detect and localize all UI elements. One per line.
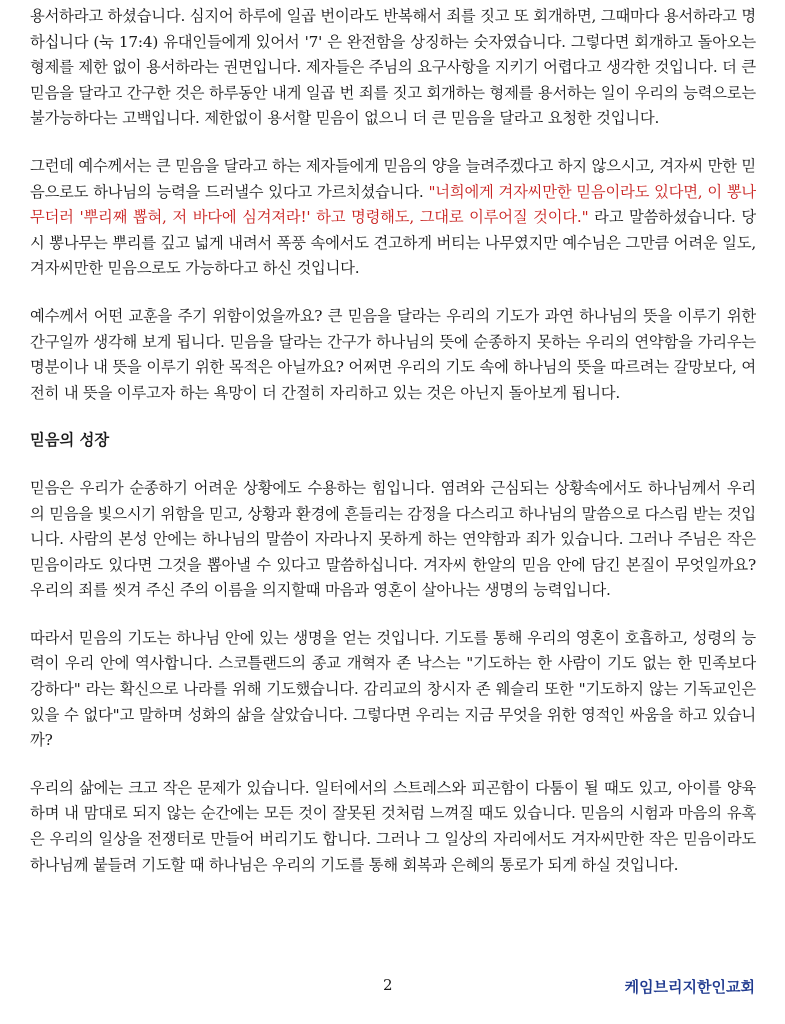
section-heading: 믿음의 성장 — [30, 431, 110, 450]
paragraph-text-before: 그런데 예수께서는 큰 믿음을 달라고 하는 제자들에게 믿음의 양을 늘려주겠다고 하지 않으시고, 겨자씨 만한 믿음으로도 하나님의 능력을 드러낼수 있다고 가르치셨습니다. — [30, 156, 756, 201]
paragraph-mustard-seed — [30, 154, 756, 282]
paragraph-lesson: 예수께서 어떤 교훈을 주기 위함이었을까요? 큰 믿음을 달라는 우리의 기도가 과연 하나님의 뜻을 이루기 위한 간구일까 생각해 보게 됩니다. 믿음을 달라는 간구가 하나님의 뜻에 순종하지 못하는 우리의 연약함을 가리우는 명분이나 내 뜻을 이루기 위한 목적은 아닐까요? 어쩌면 우리의 기도 속에 하나님의 뜻을 따르려는 갈망보다, 여전히 내 뜻을 이루고자 하는 욕망이 더 간절히 자리하고 있는 것은 아닌지 돌아보게 됩니다. — [30, 306, 756, 402]
paragraph-growth-1: 믿음은 우리가 순종하기 어려운 상황에도 수용하는 힘입니다. 염려와 근심되는 상황속에서도 하나님께서 우리의 믿음을 빛으시기 위함을 믿고, 상황과 환경에 흔들리는 감정을 다스리고 하나님의 말씀으로 다스림 받는 것입니다. 사람의 본성 안에는 하나님의 말씀이 자라나지 못하게 하는 연약함과 죄가 있습니다. 그러나 주님은 작은 믿음이라도 있다면 그것을 뽑아낼 수 있다고 말씀하십니다. 겨자씨 한알의 믿음 안에 담긴 본질이 무엇일까요? 우리의 죄를 씻겨 주신 주의 이름을 의지할때 마음과 영혼이 살아나는 생명의 능력입니다. — [30, 478, 756, 600]
page-number: 2 — [383, 976, 393, 994]
church-name: 케임브리지한인교회 — [624, 978, 755, 996]
paragraph-text-after: 라고 말씀하셨습니다. 당시 뽕나무는 뿌리를 깊고 넓게 내려서 폭풍 속에서도 견고하게 버티는 나무였지만 예수님은 그만큼 어려운 일도, 겨자씨만한 믿음으로도 가능하다고 하신 것입니다. — [30, 208, 756, 278]
paragraph-growth-3: 우리의 삶에는 크고 작은 문제가 있습니다. 일터에서의 스트레스와 피곤함이 다툼이 될 때도 있고, 아이를 양육하며 내 맘대로 되지 않는 순간에는 모든 것이 잘못된 것처럼 느껴질 때도 있습니다. 믿음의 시험과 마음의 유혹은 우리의 일상을 전쟁터로 만들어 버리기도 합니다. 그러나 그 일상의 자리에서도 겨자씨만한 작은 믿음이라도 하나님께 붙들려 기도할 때 하나님은 우리의 기도를 통해 회복과 은혜의 통로가 되게 하실 것입니다. — [30, 778, 756, 874]
paragraph-growth-2: 따라서 믿음의 기도는 하나님 안에 있는 생명을 얻는 것입니다. 기도를 통해 우리의 영혼이 호흡하고, 성령의 능력이 우리 안에 역사합니다. 스코틀랜드의 종교 개혁자 존 낙스는 "기도하는 한 사람이 기도 없는 한 민족보다 강하다" 라는 확신으로 나라를 위해 기도했습니다. 감리교의 창시자 존 웨슬리 또한 "기도하지 않는 기독교인은 있을 수 없다"고 말하며 성화의 삶을 살았습니다. 그렇다면 우리는 지금 무엇을 위한 영적인 싸움을 하고 있습니까? — [30, 628, 756, 750]
document-page — [30, 4, 756, 900]
paragraph-forgiveness: 용서하라고 하셨습니다. 심지어 하루에 일곱 번이라도 반복해서 죄를 짓고 또 회개하면, 그때마다 용서하라고 명하십니다 (눅 17:4) 유대인들에게 있어서 '7' 은 완전함을 상징하는 숫자였습니다. 그렇다면 회개하고 돌아오는 형제를 제한 없이 용서하라는 권면입니다. 제자들은 주님의 요구사항을 지키기 어렵다고 생각한 것입니다. 더 큰 믿음을 달라고 간구한 것은 하루동안 내게 일곱 번 죄를 짓고 회개하는 형제를 용서하는 일이 우리의 능력으로는 불가능하다는 고백입니다. 제한없이 용서할 믿음이 없으니 더 큰 믿음을 달라고 요청한 것입니다. — [30, 7, 756, 128]
scripture-quote: "너희에게 겨자씨만한 믿음이라도 있다면, 이 뽕나무더러 '뿌리째 뽑혀, 저 바다에 심겨져라!' 하고 명령해도, 그대로 이루어질 것이다." — [30, 182, 756, 227]
